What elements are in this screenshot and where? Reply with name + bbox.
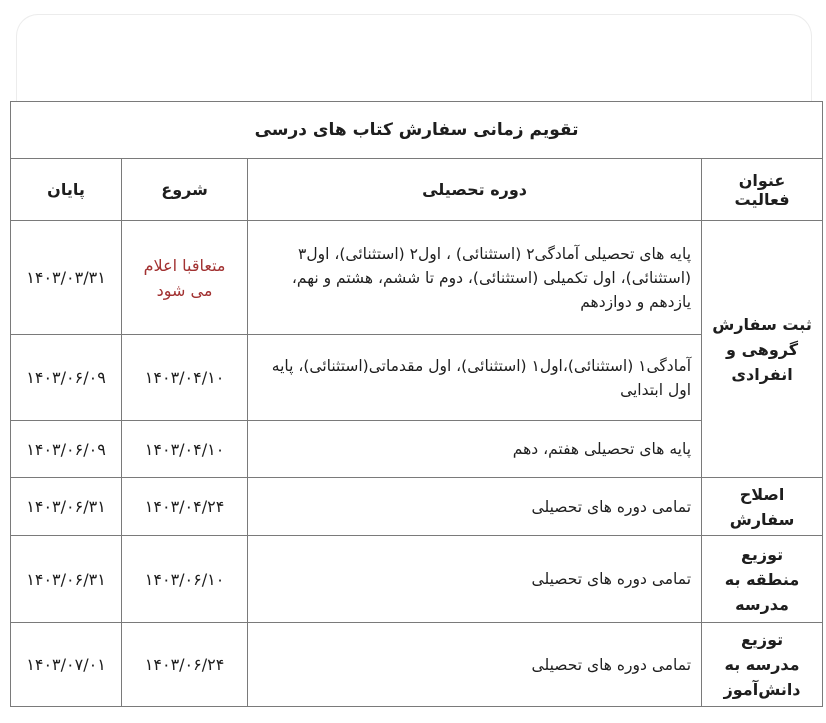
end-date-cell: ۱۴۰۳/۰۶/۰۹ <box>11 421 122 478</box>
end-date-cell: ۱۴۰۳/۰۶/۳۱ <box>11 536 122 623</box>
start-date-cell: ۱۴۰۳/۰۴/۲۴ <box>122 478 248 536</box>
title-row <box>11 102 823 159</box>
course-cell: تمامی دوره های تحصیلی <box>248 478 702 536</box>
end-date-cell: ۱۴۰۳/۰۶/۳۱ <box>11 478 122 536</box>
course-cell: تمامی دوره های تحصیلی <box>248 623 702 707</box>
header-activity: عنوان فعالیت <box>702 159 823 221</box>
start-date-cell: متعاقبا اعلام می شود <box>122 221 248 335</box>
course-cell: آمادگی۱ (استثنائی)،اول۱ (استثنائی)، اول مقدماتی(استثنائی)، پایه اول ابتدایی <box>248 335 702 421</box>
end-date-cell: ۱۴۰۳/۰۳/۳۱ <box>11 221 122 335</box>
start-date-cell: ۱۴۰۳/۰۶/۲۴ <box>122 623 248 707</box>
course-cell: پایه های تحصیلی آمادگی۲ (استثنائی) ، اول۲ (استثنائی)، اول۳ (استثنائی)، اول تکمیلی (استثنائی)، دوم تا ششم، هشتم و نهم، یازدهم و دوازدهم <box>248 221 702 335</box>
table-row <box>11 335 823 421</box>
table-row <box>11 536 823 623</box>
activity-cell: توزیع مدرسه به دانش‌آموز <box>702 623 823 707</box>
header-course: دوره تحصیلی <box>248 159 702 221</box>
table-title: تقویم زمانی سفارش کتاب های درسی <box>11 102 823 159</box>
start-date-cell: ۱۴۰۳/۰۶/۱۰ <box>122 536 248 623</box>
schedule-table <box>10 101 823 707</box>
activity-cell: اصلاح سفارش <box>702 478 823 536</box>
header-row <box>11 159 823 221</box>
start-date-cell: ۱۴۰۳/۰۴/۱۰ <box>122 421 248 478</box>
table-row <box>11 478 823 536</box>
header-end: پایان <box>11 159 122 221</box>
table-row <box>11 623 823 707</box>
course-cell: تمامی دوره های تحصیلی <box>248 536 702 623</box>
start-date-cell: ۱۴۰۳/۰۴/۱۰ <box>122 335 248 421</box>
course-cell: پایه های تحصیلی هفتم، دهم <box>248 421 702 478</box>
activity-cell: توزیع منطقه به مدرسه <box>702 536 823 623</box>
activity-cell: ثبت سفارش گروهی و انفرادی <box>702 221 823 478</box>
table-row <box>11 421 823 478</box>
end-date-cell: ۱۴۰۳/۰۷/۰۱ <box>11 623 122 707</box>
table-row <box>11 221 823 335</box>
header-start: شروع <box>122 159 248 221</box>
end-date-cell: ۱۴۰۳/۰۶/۰۹ <box>11 335 122 421</box>
